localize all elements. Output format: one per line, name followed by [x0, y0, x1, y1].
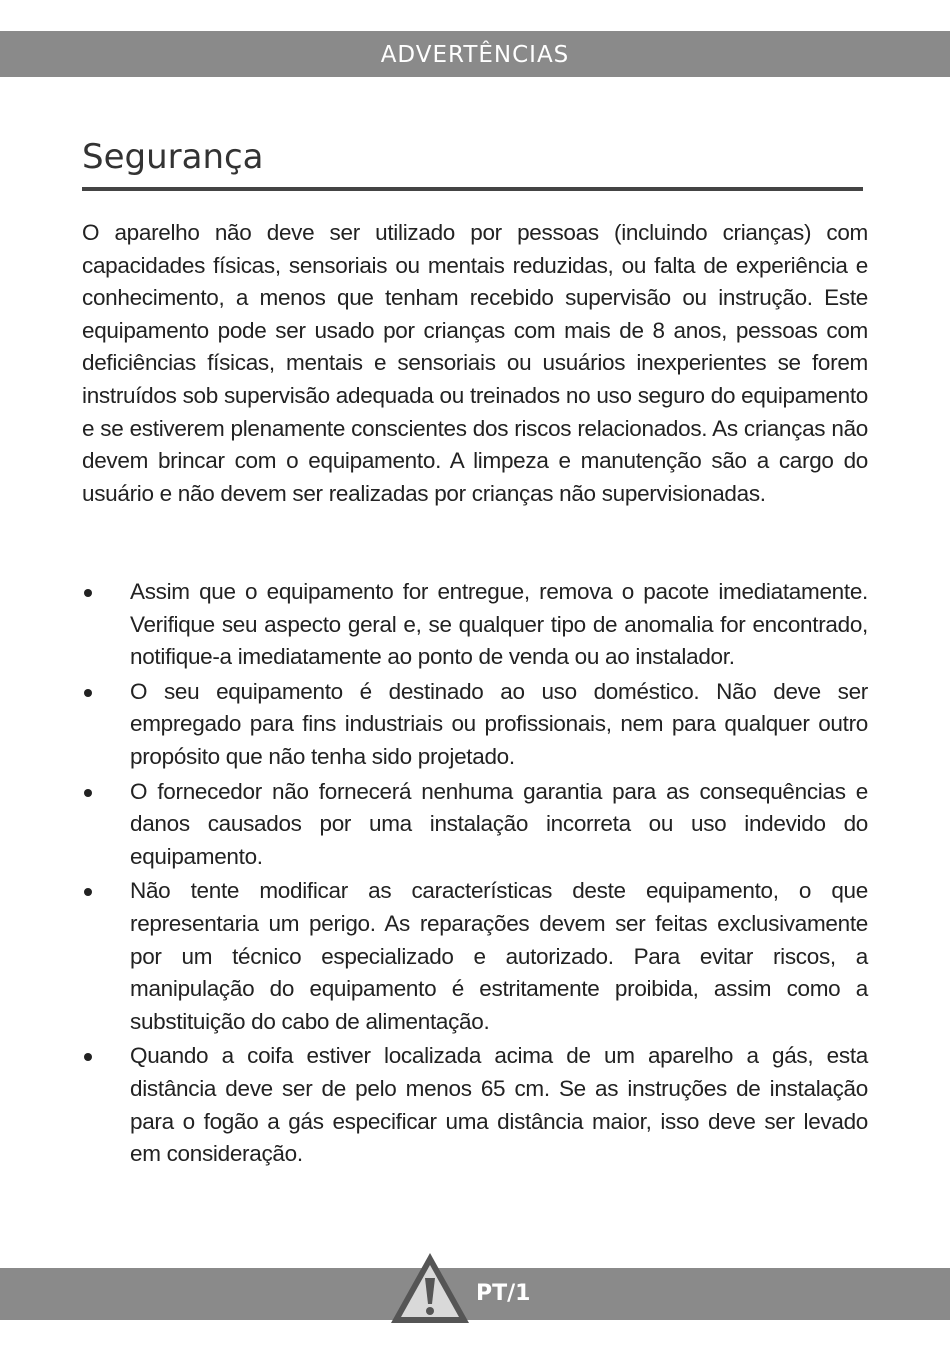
- bullet-text: O fornecedor não fornecerá nenhuma garantia para as consequências e danos causados por uma instalação incorreta ou uso indevido do equipamento.: [130, 778, 868, 869]
- footer-bar: [0, 1268, 950, 1320]
- intro-paragraph: O aparelho não deve ser utilizado por pessoas (incluindo crianças) com capacidades físicas, sensoriais ou mentais reduzidas, ou falta de experiência e conhecimento, a menos que tenham recebido supervisão ou instrução. Este equipamento pode ser usado por crianças com mais de 8 anos, pessoas com deficiências físicas, mentais e sensoriais ou usuários inexperientes se forem instruídos sob supervisão adequada ou treinados no uso seguro do equipamento e se estiverem plenamente conscientes dos riscos relacionados. As crianças não devem brincar com o equipamento. A limpeza e manutenção são a cargo do usuário e não devem ser realizadas por crianças não supervisionadas.: [82, 220, 868, 506]
- warning-triangle-icon: [388, 1250, 472, 1326]
- safety-bullet-list: [0, 576, 950, 1173]
- title-underline: [82, 187, 863, 191]
- bullet-item: [130, 875, 868, 1038]
- bullet-text: Não tente modificar as características deste equipamento, o que representaria um perigo. As reparações devem ser feitas exclusivamente por um técnico especializado e autorizado. Para evitar riscos, a manipulação do equipamento é estritamente proibida, assim como a substituição do cabo de alimentação.: [130, 878, 868, 1034]
- section-title: Segurança: [82, 137, 264, 177]
- bullet-item: [130, 1040, 868, 1170]
- header-title: ADVERTÊNCIAS: [380, 42, 570, 68]
- bullet-icon: [84, 888, 92, 896]
- bullet-item: [130, 676, 868, 774]
- bullet-item: [130, 576, 868, 674]
- bullet-icon: [84, 1053, 92, 1061]
- header-bar: [0, 31, 950, 77]
- bullet-text: O seu equipamento é destinado ao uso doméstico. Não deve ser empregado para fins industriais ou profissionais, nem para qualquer outro propósito que não tenha sido projetado.: [130, 678, 868, 769]
- bullet-text: Quando a coifa estiver localizada acima de um aparelho a gás, esta distância deve ser de pelo menos 65 cm. Se as instruções de instalação para o fogão a gás especificar uma distância maior, isso deve ser levado em consideração.: [130, 1043, 868, 1167]
- bullet-text: Assim que o equipamento for entregue, remova o pacote imediatamente. Verifique seu aspecto geral e, se qualquer tipo de anomalia for encontrado, notifique-a imediatamente ao ponto de venda ou ao instalador.: [130, 579, 868, 670]
- bullet-item: [130, 776, 868, 874]
- bullet-icon: [84, 589, 92, 597]
- bullet-icon: [84, 789, 92, 797]
- page-number: PT/1: [476, 1281, 531, 1306]
- bullet-icon: [84, 689, 92, 697]
